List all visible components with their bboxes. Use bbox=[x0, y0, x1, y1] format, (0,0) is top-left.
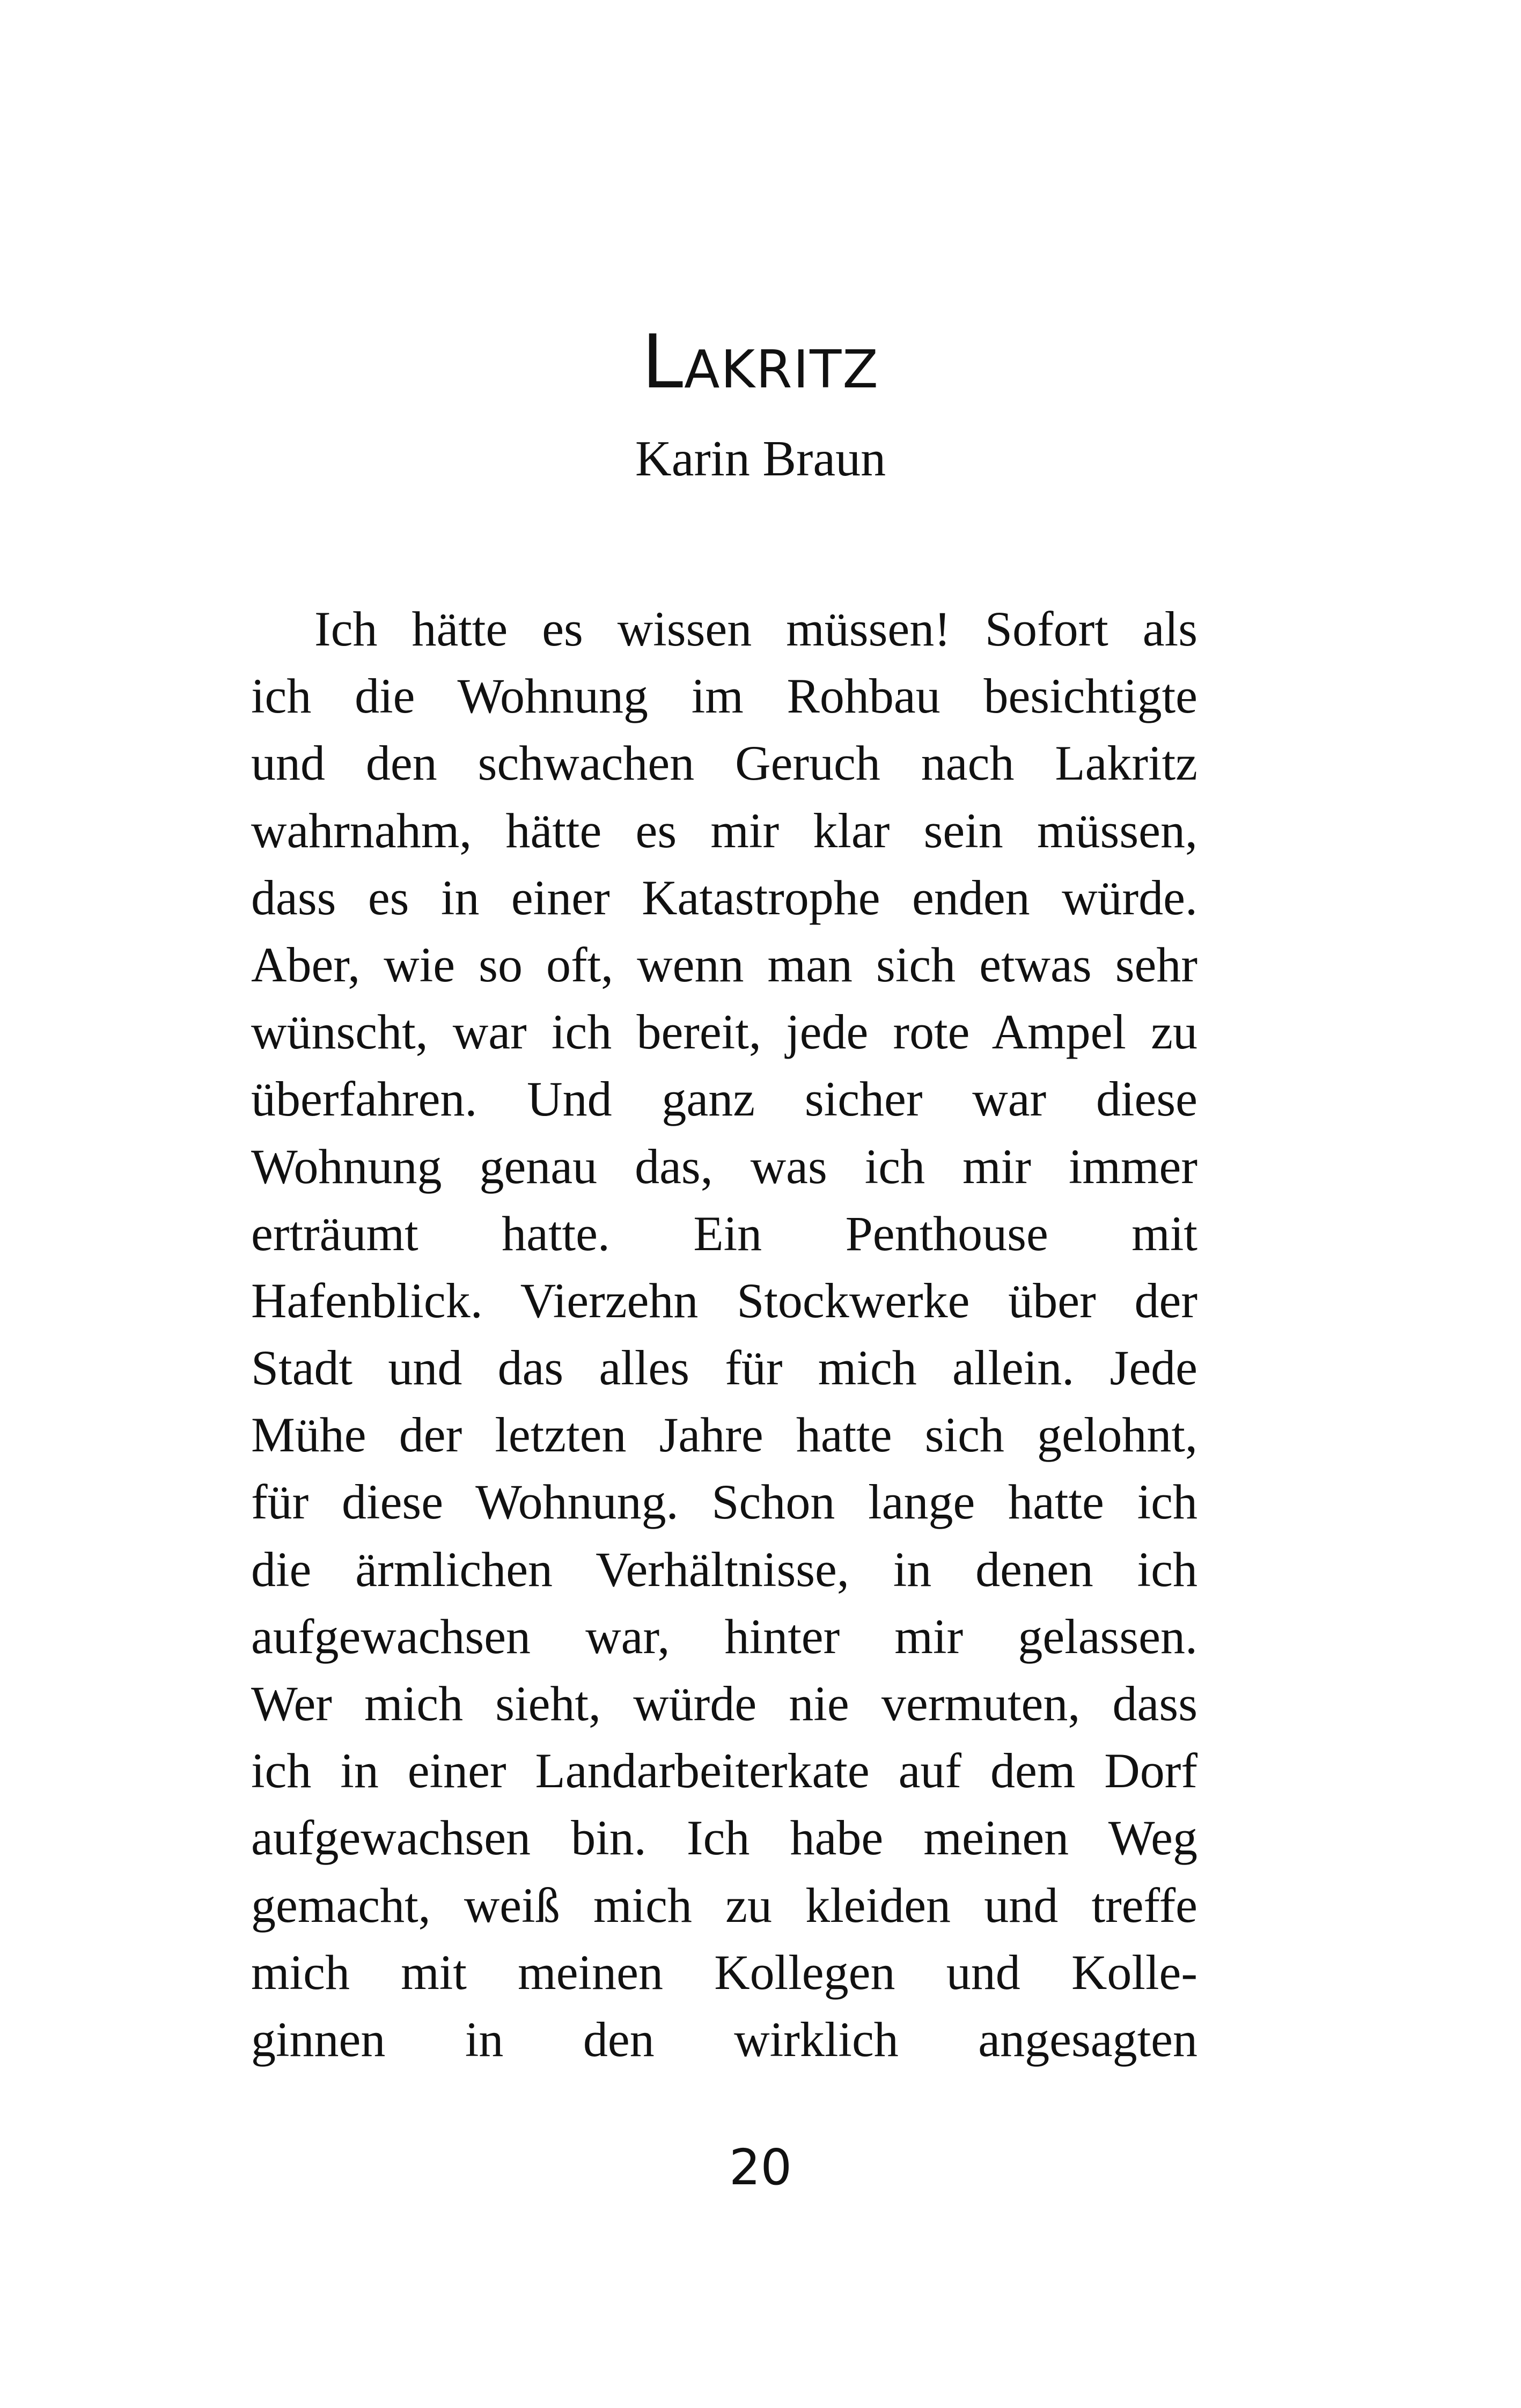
text-line: Mühe der letzten Jahre hatte sich gelohnt, bbox=[251, 1407, 1197, 1463]
text-line: Hafenblick. Vierzehn Stockwerke über der bbox=[251, 1273, 1197, 1328]
text-line: aufgewachsen bin. Ich habe meinen Weg bbox=[251, 1810, 1197, 1866]
text-line: erträumt hatte. Ein Penthouse mit bbox=[251, 1206, 1197, 1261]
text-line: mich mit meinen Kollegen und Kolle- bbox=[251, 1944, 1197, 2000]
text-line: Wer mich sieht, würde nie vermuten, dass bbox=[251, 1676, 1197, 1731]
text-line: Wohnung genau das, was ich mir immer bbox=[251, 1139, 1197, 1194]
text-line: für diese Wohnung. Schon lange hatte ich bbox=[251, 1474, 1197, 1530]
text-line: ich in einer Landarbeiterkate auf dem Dorf bbox=[251, 1743, 1197, 1798]
text-line: wahrnahm, hätte es mir klar sein müssen, bbox=[251, 803, 1197, 858]
story-title: Lakritz bbox=[642, 319, 879, 405]
text-line: ginnen in den wirklich angesagten bbox=[251, 2011, 1197, 2067]
text-line: wünscht, war ich bereit, jede rote Ampel zu bbox=[251, 1004, 1197, 1060]
text-line: Ich hätte es wissen müssen! Sofort als bbox=[314, 601, 1197, 656]
page-number: 20 bbox=[729, 2139, 792, 2196]
text-line: gemacht, weiß mich zu kleiden und treffe bbox=[251, 1877, 1197, 1933]
text-line: überfahren. Und ganz sicher war diese bbox=[251, 1071, 1197, 1127]
text-line: Stadt und das alles für mich allein. Jede bbox=[251, 1340, 1197, 1396]
author-name: Karin Braun bbox=[635, 431, 886, 487]
text-line: dass es in einer Katastrophe enden würde. bbox=[251, 870, 1197, 925]
text-line: aufgewachsen war, hinter mir gelassen. bbox=[251, 1609, 1197, 1664]
story-text bbox=[251, 596, 1197, 2073]
text-line: die ärmlichen Verhältnisse, in denen ich bbox=[251, 1541, 1197, 1597]
text-line: Aber, wie so oft, wenn man sich etwas sehr bbox=[251, 937, 1197, 992]
text-line: und den schwachen Geruch nach Lakritz bbox=[251, 736, 1197, 791]
text-line: ich die Wohnung im Rohbau besichtigte bbox=[251, 669, 1197, 724]
